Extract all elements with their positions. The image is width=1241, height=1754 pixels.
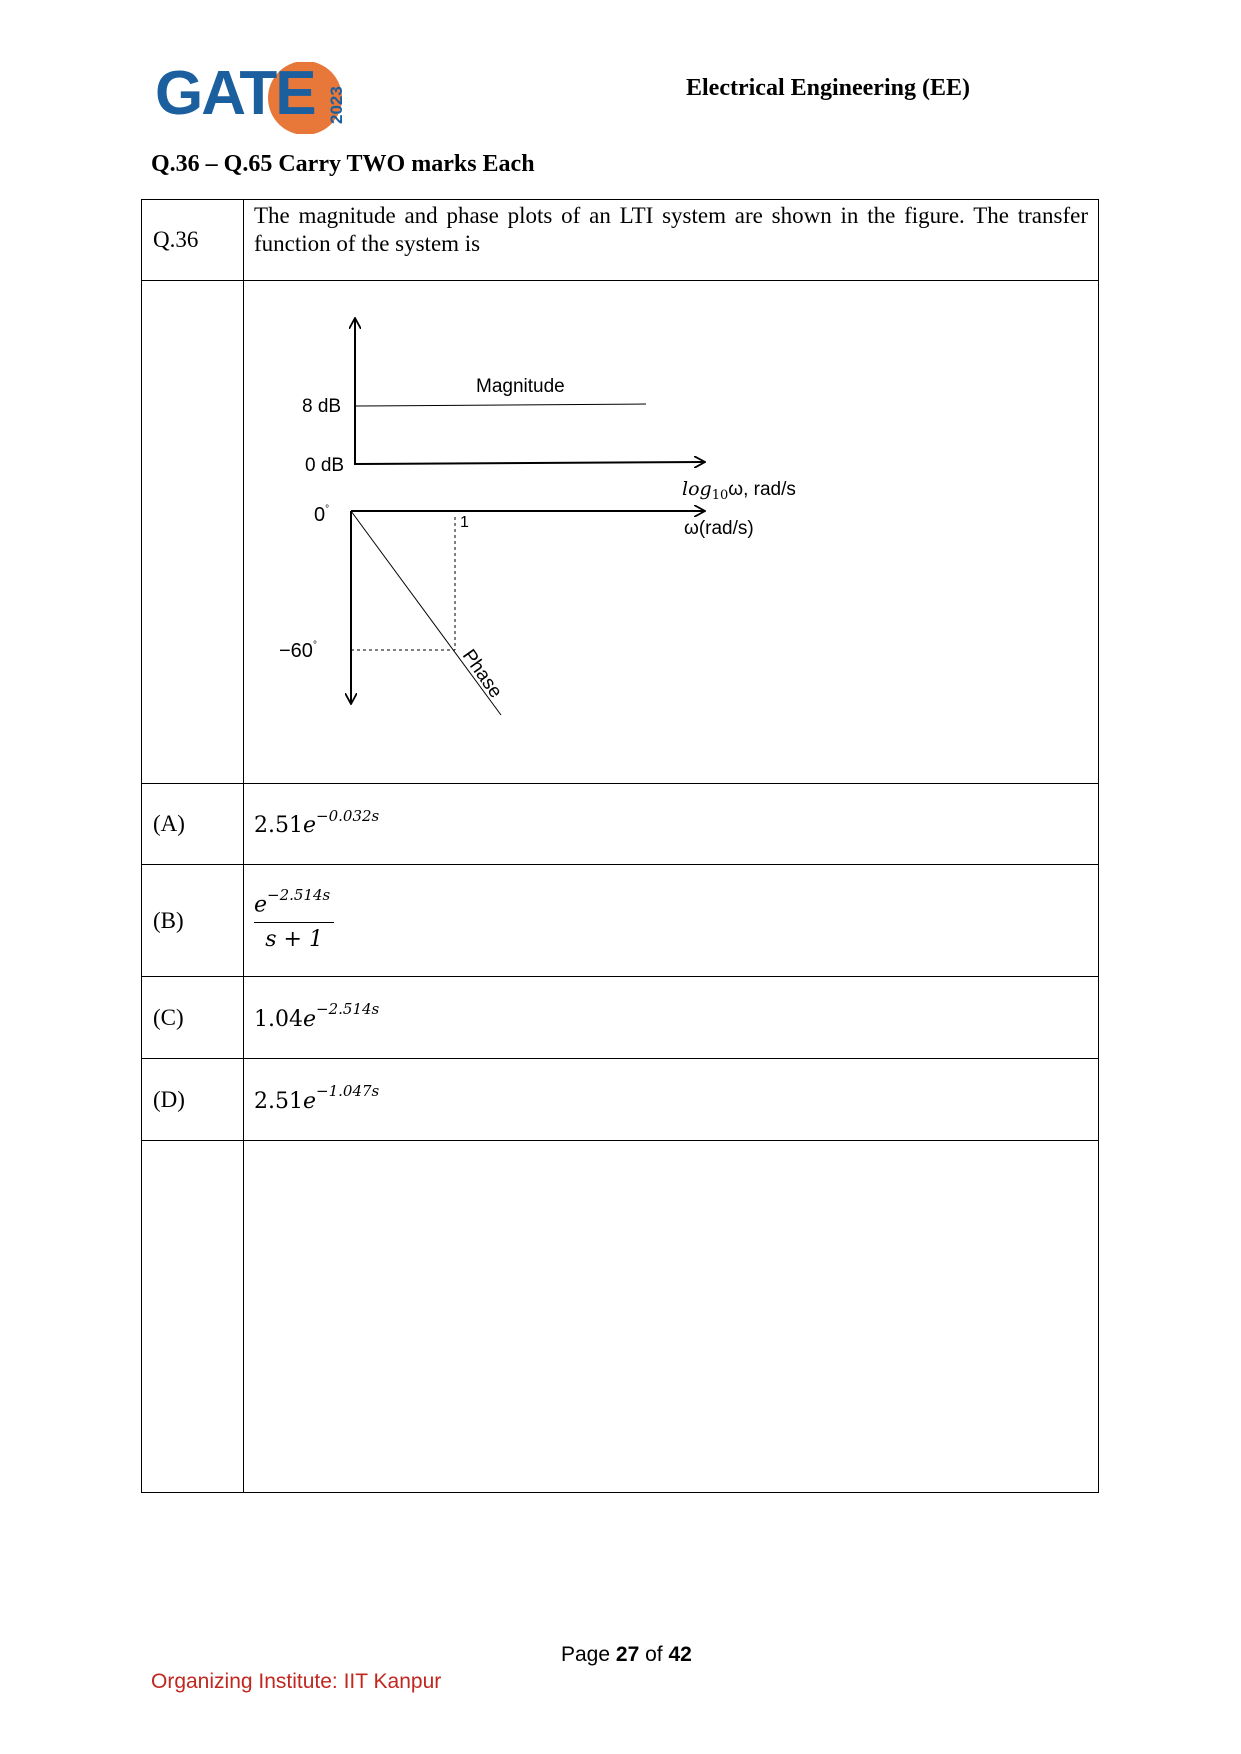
option-a-cell	[244, 784, 1099, 865]
mag-0db-label: 0 dB	[305, 455, 345, 476]
subject-title: Electrical Engineering (EE)	[686, 75, 970, 101]
mag-axis-label	[682, 478, 796, 503]
option-row-c	[142, 977, 1099, 1059]
figure-blank-cell	[142, 281, 244, 784]
mag-8db-label: 8 dB	[302, 396, 342, 417]
option-d-expression: $2.51e^{-1.047s}$	[254, 1082, 380, 1114]
logo-year: 2023	[327, 86, 346, 124]
option-row-b	[142, 865, 1099, 977]
magnitude-line	[355, 404, 646, 406]
option-c-cell	[244, 977, 1099, 1059]
mag-axis-sub: 10	[711, 488, 729, 503]
question-text: The magnitude and phase plots of an LTI system are shown in the figure. The transfer function of the system is	[254, 203, 1088, 256]
blank-cell-left	[142, 1141, 244, 1493]
mag-axis-rest: ω, rad/s	[728, 479, 796, 500]
question-table	[141, 199, 1099, 1493]
blank-cell-right	[244, 1141, 1099, 1493]
blank-row	[142, 1141, 1099, 1493]
option-c-label: (C)	[142, 977, 244, 1059]
bode-figure	[244, 281, 1098, 782]
magnitude-label: Magnitude	[476, 376, 565, 397]
question-row	[142, 200, 1099, 281]
question-number: Q.36	[142, 200, 244, 281]
phase-neg60-label: −60°	[279, 640, 317, 662]
option-row-a	[142, 784, 1099, 865]
figure-cell	[244, 281, 1099, 784]
option-a-label: (A)	[142, 784, 244, 865]
phase-zero-label: 0°	[314, 504, 330, 526]
question-text-cell	[244, 200, 1099, 281]
option-a-expression: $2.51e^{-0.032s}$	[254, 806, 380, 839]
option-d-label: (D)	[142, 1059, 244, 1141]
mag-axis-log: log	[682, 478, 712, 500]
logo-text: GATE	[155, 59, 315, 128]
mag-x-axis	[355, 462, 704, 464]
option-b-cell	[244, 865, 1099, 977]
page-number: Page 27 of 42	[561, 1643, 692, 1666]
figure-row	[142, 281, 1099, 784]
option-b-label: (B)	[142, 865, 244, 977]
section-title: Q.36 – Q.65 Carry TWO marks Each	[151, 151, 535, 177]
option-b-expression: $\frac{e^{-2.514s}}{s + 1}$	[254, 889, 334, 951]
option-row-d	[142, 1059, 1099, 1141]
phase-axis-label: ω(rad/s)	[684, 518, 754, 539]
organizer-text: Organizing Institute: IIT Kanpur	[151, 1670, 442, 1693]
option-c-expression: $1.04e^{-2.514s}$	[254, 1000, 380, 1032]
gate-logo	[155, 59, 360, 134]
phase-label: Phase	[457, 645, 507, 702]
tick-1-label: 1	[460, 514, 469, 531]
option-d-cell	[244, 1059, 1099, 1141]
